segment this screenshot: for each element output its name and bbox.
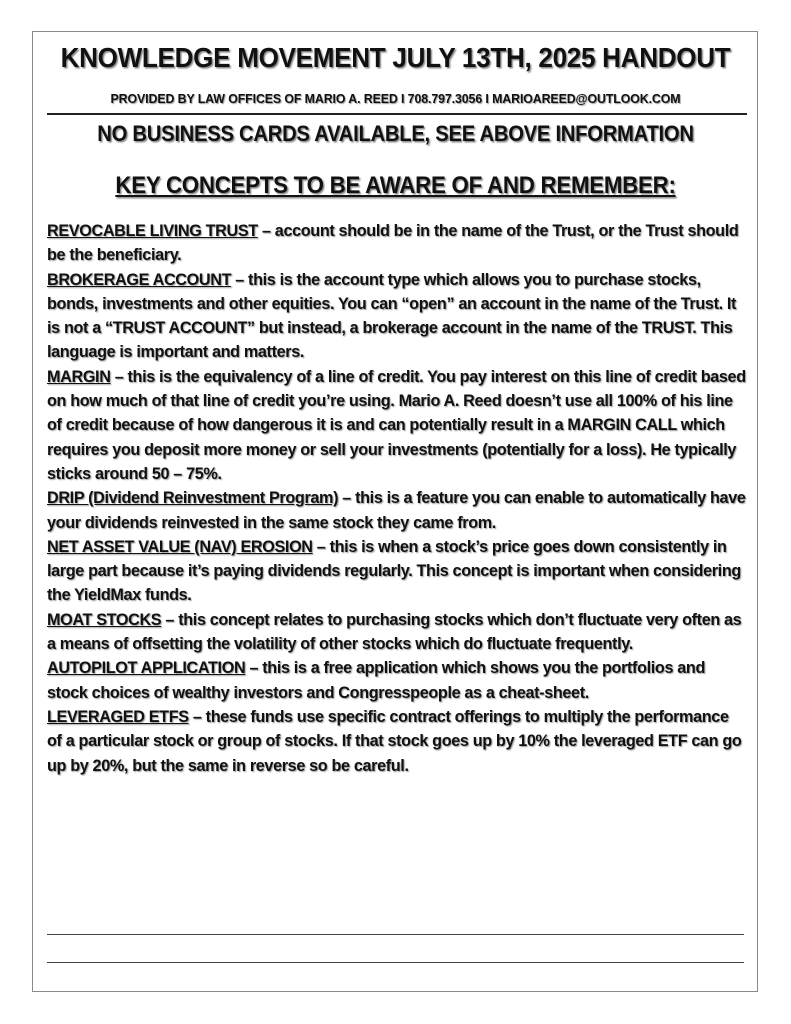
- contact-line: PROVIDED BY LAW OFFICES OF MARIO A. REED I 708.797.3056 I MARIOAREED@OUTLOOK.COM: [110, 91, 681, 106]
- section-heading: KEY CONCEPTS TO BE AWARE OF AND REMEMBER:: [115, 172, 676, 199]
- notes-line: [47, 962, 744, 963]
- header-divider: [47, 113, 747, 115]
- concept-definition: – account should be in the name of the Trust, or the Trust should be the beneficiary.: [47, 222, 739, 265]
- concept-nav-erosion: [47, 535, 747, 608]
- concept-definition: – these funds use specific contract offerings to multiply the performance of a particular stock or group of stocks. If that stock goes up by 10% the leveraged ETF can go up by 20%, but the same in reverse so be careful.: [47, 707, 742, 775]
- concept-term: BROKERAGE ACCOUNT: [47, 270, 232, 289]
- concept-autopilot-application: [47, 656, 747, 705]
- concept-term: DRIP (Dividend Reinvestment Program): [47, 489, 339, 508]
- concept-leveraged-etfs: [47, 705, 747, 778]
- concept-definition: – this concept relates to purchasing stocks which don’t fluctuate very often as a means of offsetting the volatility of other stocks which do fluctuate frequently.: [47, 610, 742, 654]
- concept-brokerage-account: [47, 268, 747, 365]
- concept-term: MARGIN: [47, 367, 111, 386]
- concept-term: NET ASSET VALUE (NAV) EROSION: [47, 537, 313, 556]
- concept-margin: [47, 365, 747, 486]
- concept-definition: – this is the equivalency of a line of credit. You pay interest on this line of credit based on how much of that line of credit you’re using. Mario A. Reed doesn’t use all 100% of his line of credit because of how dangerous it is and can potentially result in a MARGIN CALL which requires you deposit more money or sell your investments (potentially for a loss). He typically sticks around 50 – 75%.: [47, 367, 746, 483]
- business-card-notice: NO BUSINESS CARDS AVAILABLE, SEE ABOVE INFORMATION: [97, 121, 694, 146]
- concept-term: REVOCABLE LIVING TRUST: [47, 222, 258, 240]
- concept-term: MOAT STOCKS: [47, 610, 162, 629]
- concept-drip: [47, 486, 747, 535]
- handout-title: KNOWLEDGE MOVEMENT JULY 13TH, 2025 HANDOUT: [60, 42, 731, 73]
- concept-term: AUTOPILOT APPLICATION: [47, 659, 246, 678]
- concept-list: [47, 219, 747, 778]
- concept-definition: – this is when a stock’s price goes down consistently in large part because it’s paying dividends regularly. This concept is important when considering the YieldMax funds.: [47, 537, 741, 605]
- notes-line: [47, 934, 744, 935]
- concept-moat-stocks: [47, 608, 747, 657]
- concept-definition: – this is a free application which shows you the portfolios and stock choices of wealthy investors and Congresspeople as a cheat-sheet.: [47, 659, 705, 702]
- concept-term: LEVERAGED ETFS: [47, 707, 189, 726]
- concept-revocable-living-trust: [47, 219, 747, 268]
- concept-definition: – this is a feature you can enable to automatically have your dividends reinvested in the same stock they came from.: [47, 489, 746, 532]
- concept-definition: – this is the account type which allows you to purchase stocks, bonds, investments and other equities. You can “open” an account in the name of the Trust. It is not a “TRUST ACCOUNT” but instead, a brokerage account in the name of the TRUST. This language is important and matters.: [47, 270, 737, 362]
